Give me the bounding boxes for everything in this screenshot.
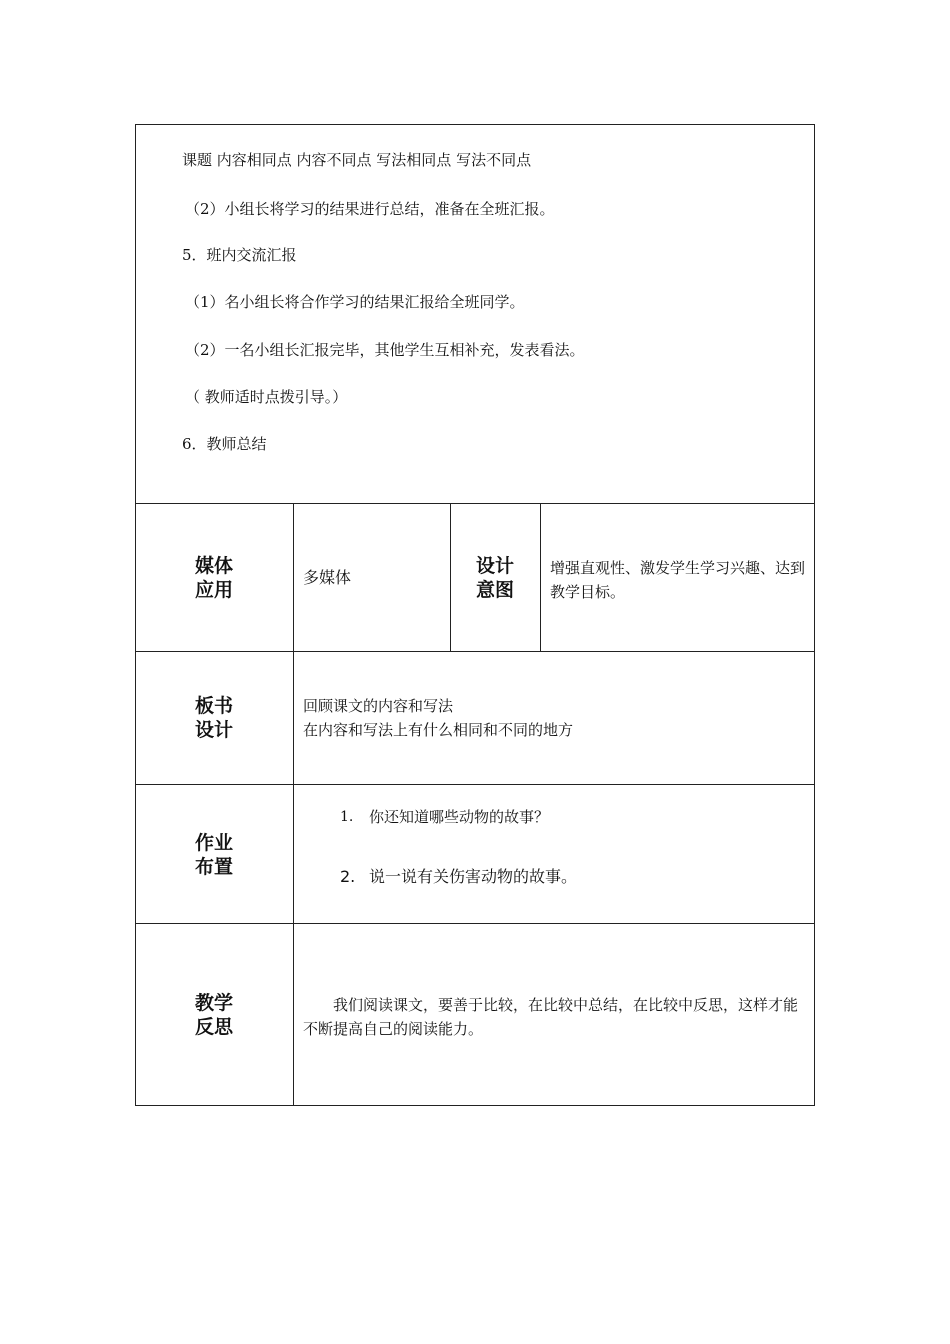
label-line: 反思 bbox=[194, 1016, 233, 1038]
text-line: （1）名小组长将合作学习的结果汇报给全班同学。 bbox=[185, 293, 525, 311]
row-divider bbox=[136, 503, 814, 504]
text-line: 课题 内容相同点 内容不同点 写法相同点 写法不同点 bbox=[182, 151, 532, 169]
homework-item-number: 1. bbox=[340, 809, 354, 825]
homework-item-text: 说一说有关伤害动物的故事。 bbox=[369, 867, 578, 886]
label-line: 板书 bbox=[194, 695, 233, 717]
text-line: （2）一名小组长汇报完毕，其他学生互相补充，发表看法。 bbox=[185, 341, 585, 359]
media-value: 多媒体 bbox=[303, 568, 352, 587]
board-line: 回顾课文的内容和写法 bbox=[303, 697, 454, 715]
text-line: （ 教师适时点拨引导。） bbox=[185, 388, 348, 406]
row-divider bbox=[136, 784, 814, 785]
text-line: 6．教师总结 bbox=[182, 435, 267, 453]
board-line: 在内容和写法上有什么相同和不同的地方 bbox=[303, 721, 574, 739]
homework-item-number: 2. bbox=[340, 867, 356, 886]
label-line: 应用 bbox=[194, 579, 233, 601]
reflection-text: 我们阅读课文，要善于比较，在比较中总结，在比较中反思，这样才能不断提高自己的阅读能力。 bbox=[303, 996, 799, 1038]
column-divider bbox=[450, 503, 451, 651]
text-line: （2）小组长将学习的结果进行总结，准备在全班汇报。 bbox=[185, 200, 555, 218]
reflection-label bbox=[184, 991, 244, 1039]
lesson-plan-table bbox=[135, 124, 815, 1106]
label-line: 意图 bbox=[475, 579, 514, 601]
column-divider bbox=[540, 503, 541, 651]
label-line: 媒体 bbox=[194, 555, 233, 577]
row-divider bbox=[136, 651, 814, 652]
board-design-label bbox=[184, 694, 244, 742]
homework-item-text: 你还知道哪些动物的故事？ bbox=[369, 808, 550, 826]
row-divider bbox=[136, 923, 814, 924]
design-intent-value: 增强直观性、激发学生学习兴趣、达到教学目标。 bbox=[550, 559, 806, 601]
label-line: 设计 bbox=[475, 555, 514, 577]
label-line: 教学 bbox=[194, 992, 233, 1014]
homework-label bbox=[184, 831, 244, 879]
label-line: 布置 bbox=[194, 856, 233, 878]
design-intent-label bbox=[465, 554, 525, 602]
label-line: 设计 bbox=[194, 719, 233, 741]
text-line: 5．班内交流汇报 bbox=[182, 246, 297, 264]
label-line: 作业 bbox=[194, 832, 233, 854]
media-label bbox=[184, 554, 244, 602]
column-divider bbox=[293, 503, 294, 1106]
